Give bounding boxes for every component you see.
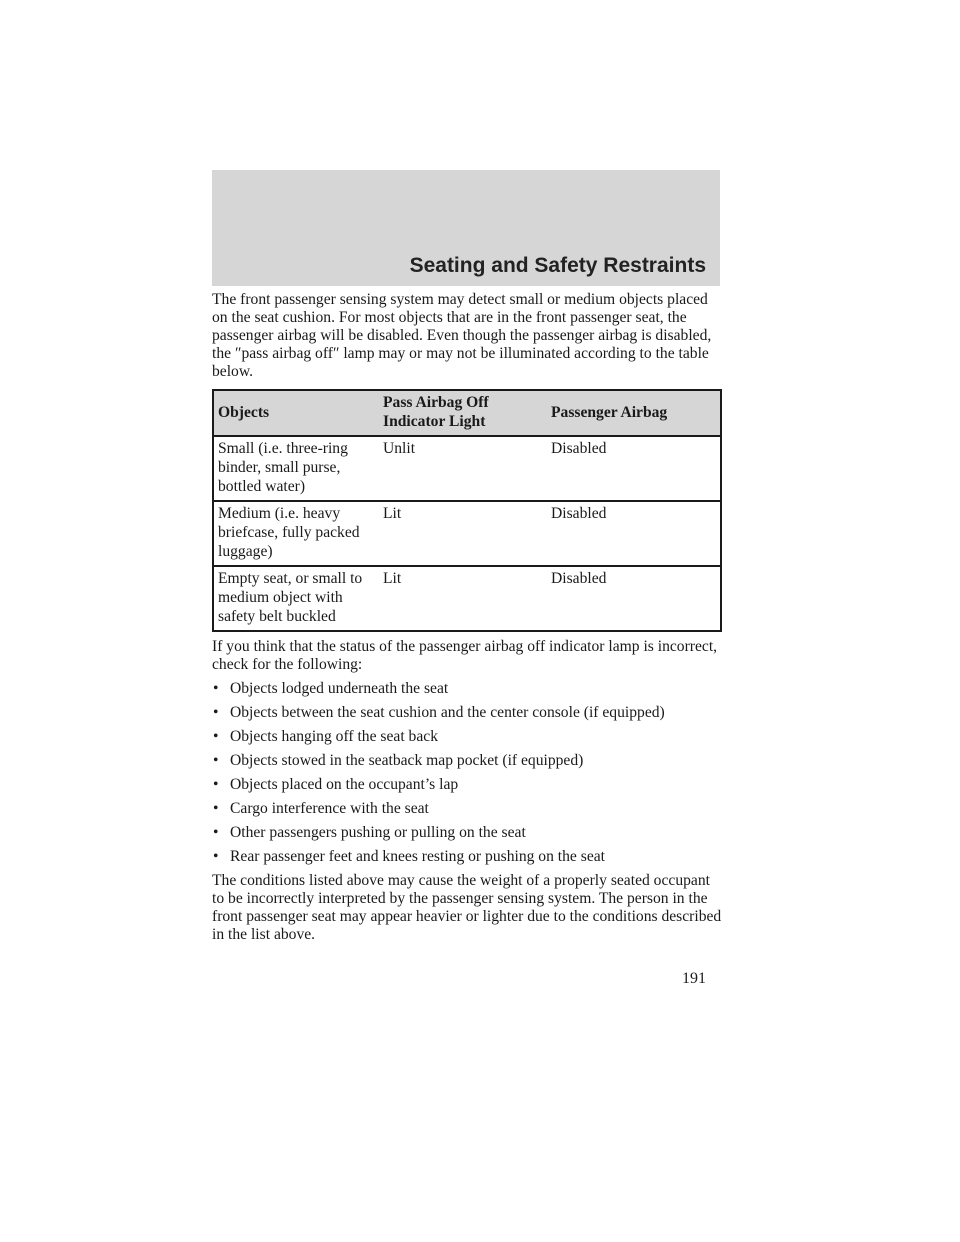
bullet-icon: • [213, 704, 219, 721]
list-item [212, 680, 724, 698]
section-title: Seating and Safety Restraints [409, 254, 706, 277]
bullet-icon: • [213, 728, 219, 745]
bullet-icon: • [213, 680, 219, 697]
list-item [212, 704, 724, 722]
list-item-text: Objects lodged underneath the seat [230, 680, 449, 697]
list-item [212, 824, 724, 842]
bullet-icon: • [213, 824, 219, 841]
airbag-status-table [212, 389, 722, 632]
table-cell: Medium (i.e. heavy briefcase, fully packed luggage) [213, 501, 379, 566]
bullet-icon: • [213, 776, 219, 793]
intro-paragraph: The front passenger sensing system may detect small or medium objects placed on the seat cushion. For most objects that are in the front passenger seat, the passenger airbag will be disabled. Even though the passenger airbag is disabled, the ″pass airbag off″ lamp may or may not be illuminated according to the table below. [212, 291, 712, 380]
list-item-text: Objects hanging off the seat back [230, 728, 438, 745]
list-item-text: Rear passenger feet and knees resting or pushing on the seat [230, 848, 605, 865]
table-cell: Lit [379, 566, 547, 631]
table-cell: Disabled [547, 566, 721, 631]
table-header-row [213, 390, 721, 436]
list-item [212, 848, 724, 866]
list-item [212, 776, 724, 794]
list-item-text: Objects placed on the occupant’s lap [230, 776, 459, 793]
list-item [212, 752, 724, 770]
table-cell: Disabled [547, 436, 721, 501]
table-row [213, 436, 721, 501]
table-row [213, 566, 721, 631]
bullet-icon: • [213, 800, 219, 817]
list-item-text: Other passengers pushing or pulling on the seat [230, 824, 526, 841]
list-item-text: Objects between the seat cushion and the center console (if equipped) [230, 704, 665, 721]
check-paragraph: If you think that the status of the passenger airbag off indicator lamp is incorrect, check for the following: [212, 638, 718, 673]
column-header-passenger-airbag: Passenger Airbag [547, 390, 721, 436]
page-number: 191 [682, 970, 706, 987]
list-item-text: Cargo interference with the seat [230, 800, 429, 817]
column-header-indicator-light: Pass Airbag Off Indicator Light [379, 390, 547, 436]
table-cell: Unlit [379, 436, 547, 501]
closing-paragraph: The conditions listed above may cause the weight of a properly seated occupant to be incorrectly interpreted by the passenger sensing system. The person in the front passenger seat may appear heavier or lighter due to the conditions described in the list above. [212, 872, 722, 943]
table-cell: Disabled [547, 501, 721, 566]
bullet-icon: • [213, 752, 219, 769]
check-list [212, 680, 724, 866]
list-item-text: Objects stowed in the seatback map pocket (if equipped) [230, 752, 584, 769]
page-content [212, 291, 724, 950]
column-header-objects: Objects [213, 390, 379, 436]
table-cell: Empty seat, or small to medium object with safety belt buckled [213, 566, 379, 631]
list-item [212, 800, 724, 818]
list-item [212, 728, 724, 746]
section-header [212, 170, 720, 286]
bullet-icon: • [213, 848, 219, 865]
table-cell: Lit [379, 501, 547, 566]
table-cell: Small (i.e. three-ring binder, small purse, bottled water) [213, 436, 379, 501]
table-row [213, 501, 721, 566]
